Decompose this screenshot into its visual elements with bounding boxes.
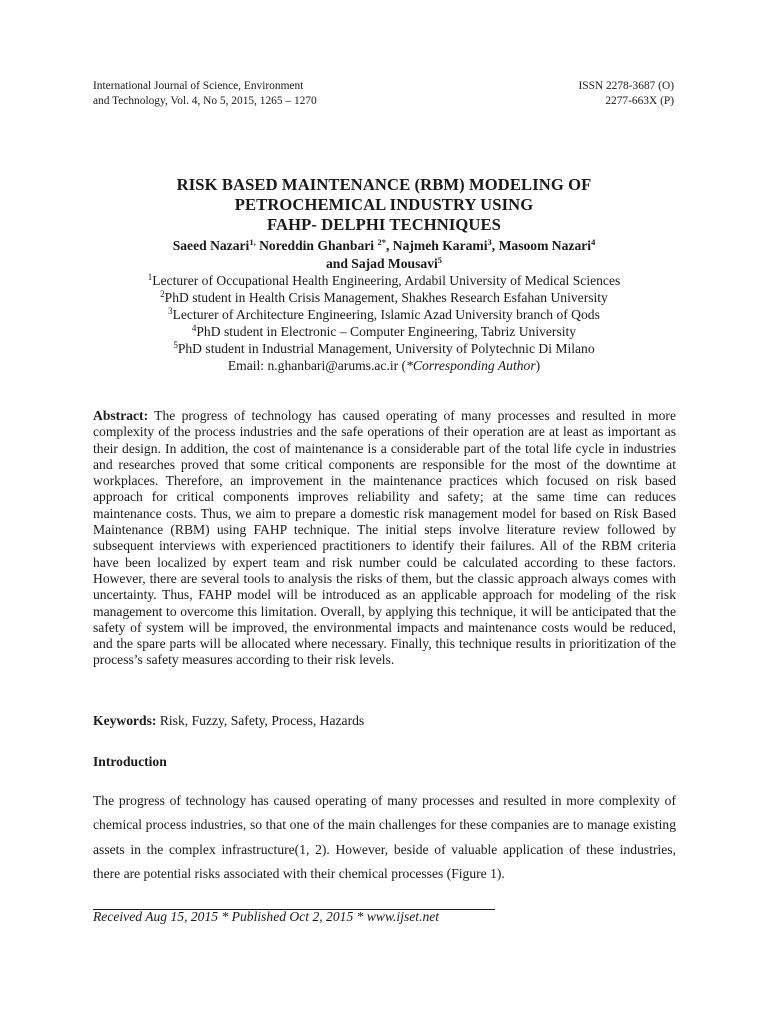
title-line-2: PETROCHEMICAL INDUSTRY USING <box>234 195 534 214</box>
corresponding-author-note: *Corresponding Author <box>406 358 536 373</box>
author-superscript: 1, <box>249 237 256 247</box>
email-prefix: Email: n.ghanbari@arums.ac.ir ( <box>227 358 407 373</box>
issn-online: ISSN 2278-3687 (O) <box>578 80 674 92</box>
abstract-text: The progress of technology has caused operating of many processes and resulted in more complexity of the process industries and the safe operations of their operation are at least as important as their design. In addition, the cost of maintenance is a considerable part of the total life cycle in industries and researches proved that some critical components are responsible for the most of the downtime at workplaces. Therefore, an improvement in the maintenance practices which focused on risk based approach for critical components improves reliability and safety; at the same time can reduces maintenance costs. Thus, we aim to prepare a domestic risk management model for based on Risk Based Maintenance (RBM) using FAHP technique. The initial steps involve literature review followed by subsequent interviews with experienced practitioners to identify their failures. All of the RBM criteria have been localized by expert team and risk number could be calculated according to these factors. However, there are several tools to analysis the risks of them, but the classic approach always comes with uncertainty. Thus, FAHP model will be introduced as an applicable approach for modeling of the risk management to overcome this limitation. Overall, by applying this technique, it will be anticipated that the safety of system will be improved, the environmental impacts and maintenance costs would be reduced, and the spare parts will be allocated where necessary. Finally, this technique results in prioritization of the process’s safety measures according to their risk levels. <box>93 408 676 668</box>
email-line <box>0 357 768 374</box>
journal-line-2: and Technology, Vol. 4, No 5, 2015, 1265 – 1270 <box>93 95 317 107</box>
author-superscript: 4 <box>591 237 596 247</box>
affiliation-text: PhD student in Health Crisis Management, Shakhes Research Esfahan University <box>164 290 608 305</box>
affiliation-text: PhD student in Electronic – Computer Engineering, Tabriz University <box>196 324 577 339</box>
abstract-label: Abstract: <box>93 408 149 423</box>
issn-print: 2277-663X (P) <box>605 95 674 107</box>
author-name: , Najmeh Karami <box>385 238 488 253</box>
affiliation-item <box>0 306 768 323</box>
author-superscript: 5 <box>437 255 443 265</box>
author-superscript: 3 <box>487 237 492 247</box>
author-name: and Sajad Mousavi <box>325 256 438 271</box>
author-name: , Masoom Nazari <box>491 238 592 253</box>
author-name: Noreddin Ghanbari <box>255 238 378 253</box>
affiliation-superscript: 2 <box>160 289 165 299</box>
keywords <box>93 713 676 729</box>
affiliation-text: Lecturer of Occupational Health Engineering, Ardabil University of Medical Sciences <box>152 273 621 288</box>
email-suffix: ) <box>535 358 541 373</box>
introduction-heading: Introduction <box>93 754 167 769</box>
keywords-label: Keywords: <box>93 713 157 728</box>
introduction-text: The progress of technology has caused operating of many processes and resulted in more complexity of chemical process industries, so that one of the main challenges for these companies are to manage existing assets in the complex infrastructure(1, 2). However, beside of valuable application of these industries, there are potential risks associated with their chemical processes (Figure 1). <box>93 793 676 881</box>
author-name: Saeed Nazari <box>172 238 250 253</box>
affiliation-item <box>0 272 768 289</box>
affiliation-item <box>0 323 768 340</box>
paper-title <box>0 175 768 235</box>
author-list <box>0 237 768 273</box>
author-line-1 <box>0 237 768 255</box>
title-line-1: RISK BASED MAINTENANCE (RBM) MODELING OF <box>176 175 592 194</box>
affiliation-superscript: 1 <box>147 272 153 282</box>
keywords-text: Risk, Fuzzy, Safety, Process, Hazards <box>156 713 365 728</box>
affiliation-item <box>0 289 768 306</box>
affiliation-item <box>0 340 768 357</box>
affiliation-superscript: 4 <box>191 323 197 333</box>
footer-publication-info: Received Aug 15, 2015 * Published Oct 2, 2015 * www.ijset.net <box>93 909 440 924</box>
title-line-3: FAHP- DELPHI TECHNIQUES <box>266 215 502 234</box>
affiliation-text: PhD student in Industrial Management, University of Polytechnic Di Milano <box>177 341 595 356</box>
abstract <box>93 408 676 669</box>
author-superscript: 2* <box>377 237 386 247</box>
affiliation-list <box>0 272 768 374</box>
issn-block <box>578 79 674 109</box>
journal-line-1: International Journal of Science, Environment <box>93 80 304 92</box>
affiliation-superscript: 3 <box>168 306 173 316</box>
author-line-2 <box>0 255 768 273</box>
affiliation-superscript: 5 <box>173 340 178 350</box>
journal-citation <box>93 79 317 109</box>
affiliation-text: Lecturer of Architecture Engineering, Islamic Azad University branch of Qods <box>172 307 600 322</box>
